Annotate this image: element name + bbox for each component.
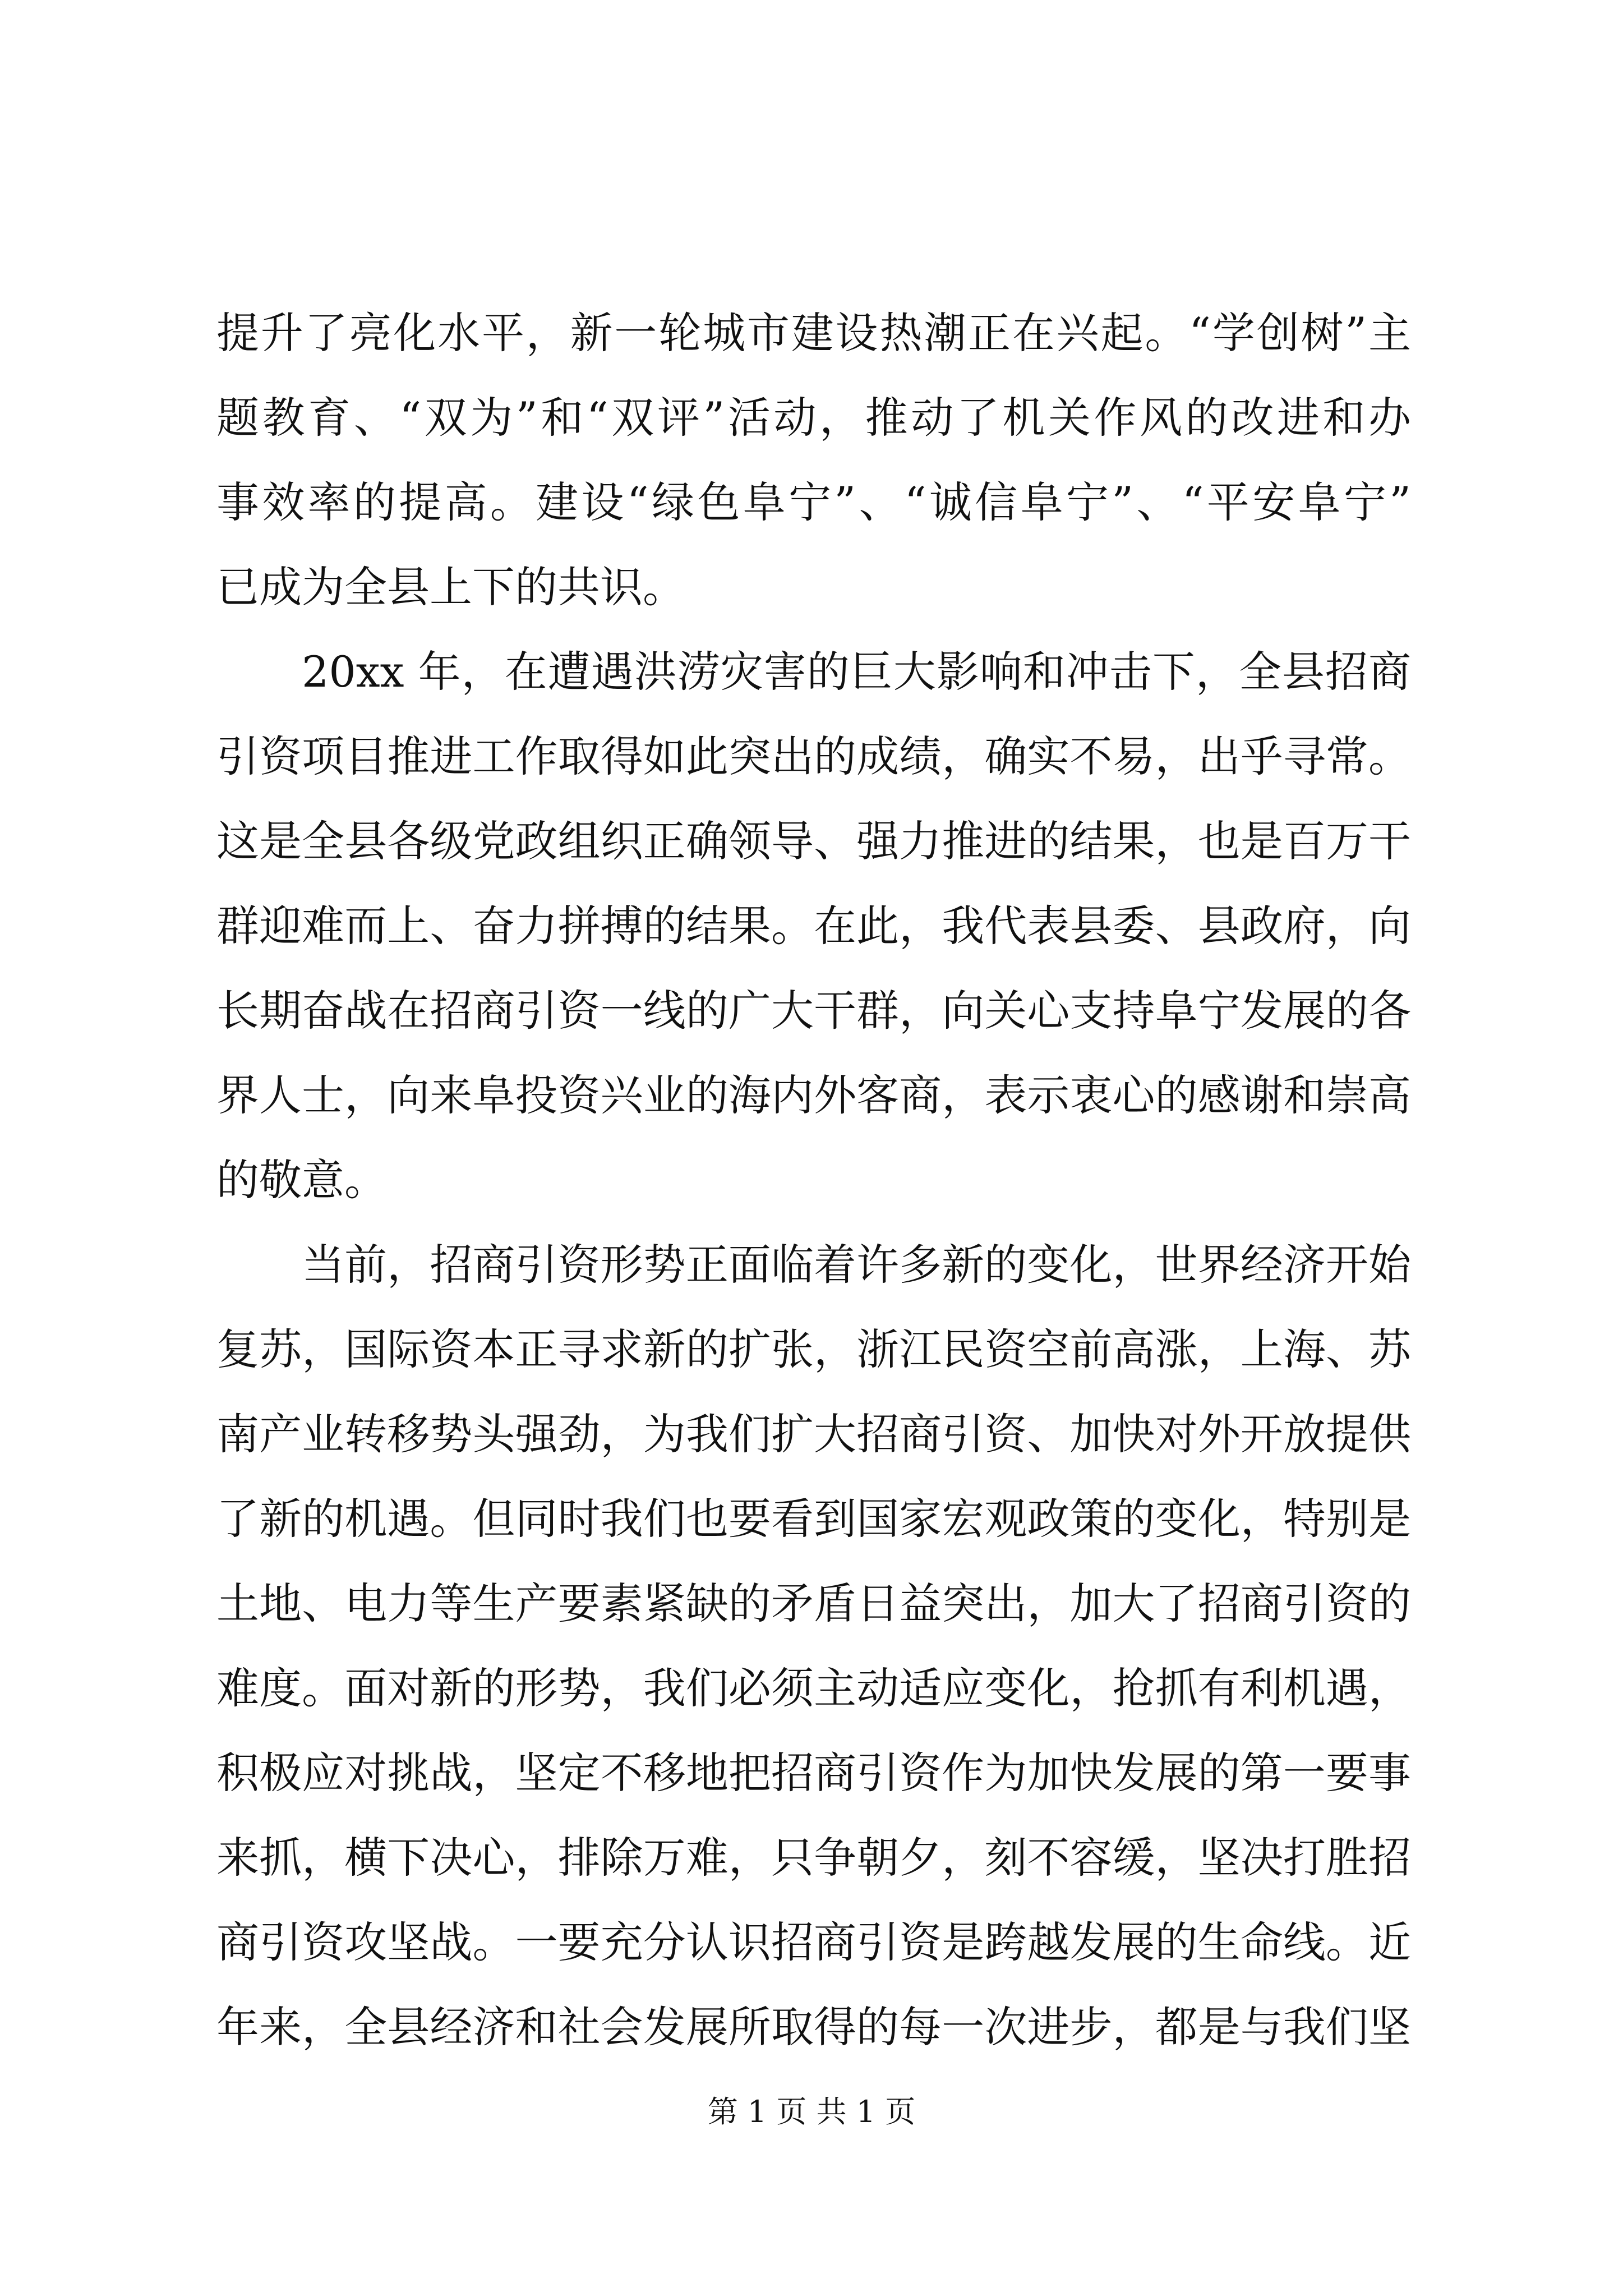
text-line: 已成为全县上下的共识。: [216, 562, 685, 612]
text-line: 年来，全县经济和社会发展所取得的每一次进步，都是与我们坚: [216, 2002, 1411, 2052]
text-line: 群迎难而上、奋力拼搏的结果。在此，我代表县委、县政府，向: [216, 901, 1411, 951]
text-line: 界人士，向来阜投资兴业的海内外客商，表示衷心的感谢和崇高: [216, 1070, 1411, 1120]
text-line: 20xx 年，在遭遇洪涝灾害的巨大影响和冲击下，全县招商: [302, 647, 1411, 697]
text-line: 引资项目推进工作取得如此突出的成绩，确实不易，出乎寻常。: [216, 731, 1411, 781]
text-line: 商引资攻坚战。一要充分认识招商引资是跨越发展的生命线。近: [216, 1917, 1411, 1967]
text-line: 来抓，横下决心，排除万难，只争朝夕，刻不容缓，坚决打胜招: [216, 1833, 1411, 1883]
text-line: 南产业转移势头强劲，为我们扩大招商引资、加快对外开放提供: [216, 1409, 1411, 1459]
text-line: 复苏，国际资本正寻求新的扩张，浙江民资空前高涨，上海、苏: [216, 1324, 1411, 1374]
page-number-footer: 第 1 页 共 1 页: [707, 2094, 916, 2129]
text-line: 当前，招商引资形势正面临着许多新的变化，世界经济开始: [302, 1240, 1411, 1290]
text-line: 土地、电力等生产要素紧缺的矛盾日益突出，加大了招商引资的: [216, 1579, 1411, 1628]
text-line: 难度。面对新的形势，我们必须主动适应变化，抢抓有利机遇，: [216, 1663, 1411, 1713]
text-line: 题教育、“双为”和“双评”活动，推动了机关作风的改进和办: [216, 393, 1411, 443]
text-line: 事效率的提高。建设“绿色阜宁”、“诚信阜宁”、“平安阜宁”: [216, 477, 1411, 527]
text-line: 提升了亮化水平，新一轮城市建设热潮正在兴起。“学创树”主: [216, 308, 1411, 358]
text-line: 的敬意。: [216, 1155, 387, 1205]
text-line: 长期奋战在招商引资一线的广大干群，向关心支持阜宁发展的各: [216, 986, 1411, 1036]
text-line: 了新的机遇。但同时我们也要看到国家宏观政策的变化，特别是: [216, 1494, 1411, 1544]
text-line: 这是全县各级党政组织正确领导、强力推进的结果，也是百万干: [216, 816, 1411, 866]
text-line: 积极应对挑战，坚定不移地把招商引资作为加快发展的第一要事: [216, 1748, 1411, 1798]
